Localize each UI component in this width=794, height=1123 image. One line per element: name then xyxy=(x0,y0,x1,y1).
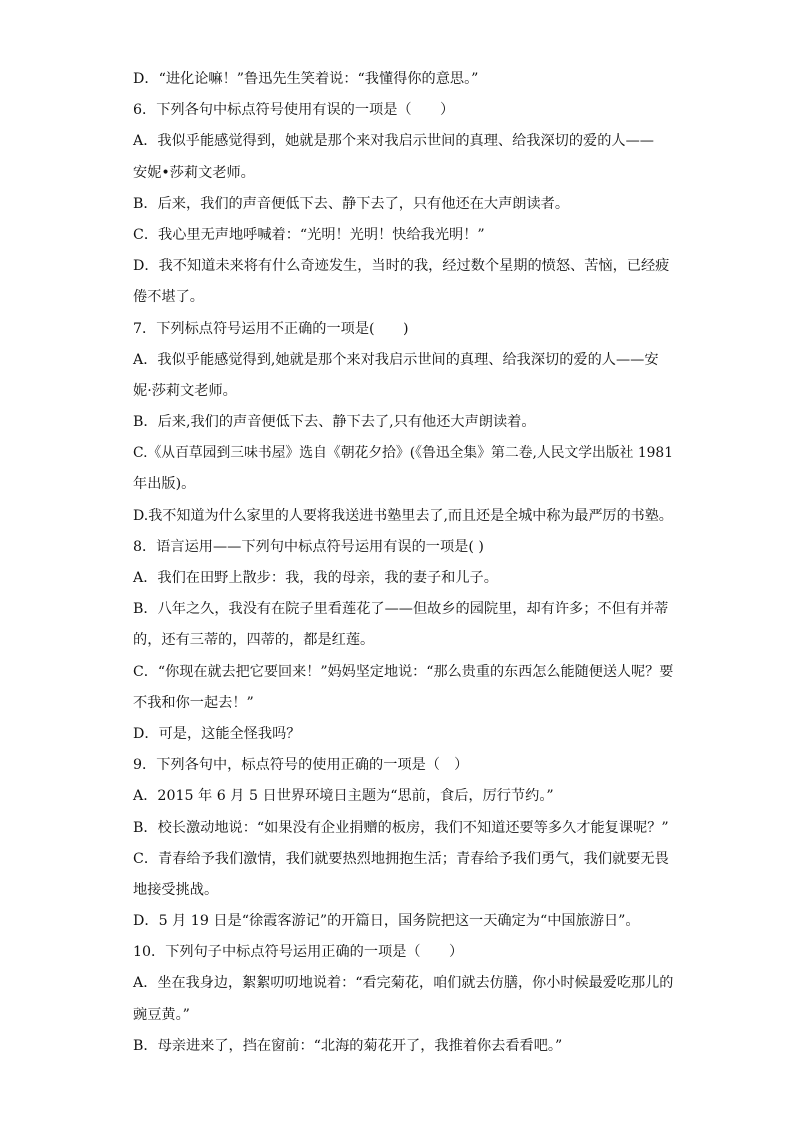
option-line: C.《从百草园到三味书屋》选自《朝花夕拾》(《鲁迅全集》第二卷,人民文学出版社 1981 xyxy=(133,445,673,462)
option-line: A．2015 年 6 月 5 日世界环境日主题为“思前，食后，厉行节约。” xyxy=(133,788,554,805)
option-line-continued: 的，还有三蒂的，四蒂的，都是红莲。 xyxy=(133,632,375,649)
option-line-continued: 不我和你一起去！” xyxy=(133,694,254,711)
question-stem: 10．下列句子中标点符号运用正确的一项是（ ） xyxy=(133,944,464,961)
option-line: D．“进化论嘛！”鲁迅先生笑着说：“我懂得你的意思。” xyxy=(133,71,479,87)
option-line: A．我似乎能感觉得到,她就是那个来对我启示世间的真理、给我深切的爱的人——安 xyxy=(133,351,659,368)
option-line-continued: 年出版)。 xyxy=(133,476,196,493)
option-line-continued: 倦不堪了。 xyxy=(133,289,204,306)
option-line: D．5 月 19 日是“徐霞客游记”的开篇日，国务院把这一天确定为“中国旅游日”。 xyxy=(133,913,640,930)
question-stem: 8．语言运用——下列句中标点符号运用有误的一项是( ) xyxy=(133,538,484,555)
option-line: B．八年之久，我没有在院子里看莲花了——但故乡的园院里，却有许多；不但有并蒂 xyxy=(133,601,669,618)
option-line: D.我不知道为什么家里的人要将我送进书塾里去了,而且还是全城中称为最严厉的书塾。 xyxy=(133,507,673,524)
option-line: A．坐在我身边，絮絮叨叨地说着：“看完菊花，咱们就去仿膳，你小时候最爱吃那儿的 xyxy=(133,975,674,992)
question-text-block xyxy=(133,64,673,1062)
option-line: C．青春给予我们激情，我们就要热烈地拥抱生活；青春给予我们勇气，我们就要无畏 xyxy=(133,850,669,867)
option-line: B．校长激动地说：“如果没有企业捐赠的板房，我们不知道还要等多久才能复课呢？” xyxy=(133,819,669,836)
option-line: D．我不知道未来将有什么奇迹发生，当时的我，经过数个星期的愤怒、苦恼，已经疲 xyxy=(133,258,670,275)
option-line: C．我心里无声地呼喊着：“光明！光明！快给我光明！” xyxy=(133,226,485,243)
option-line: B．后来,我们的声音便低下去、静下去了,只有他还大声朗读着。 xyxy=(133,414,536,431)
option-line-continued: 地接受挑战。 xyxy=(133,881,219,898)
option-line-continued: 妮·莎莉文老师。 xyxy=(133,382,237,399)
question-stem: 6．下列各句中标点符号使用有误的一项是（ ） xyxy=(133,102,455,119)
option-line: A．我们在田野上散步：我，我的母亲，我的妻子和儿子。 xyxy=(133,570,498,586)
option-line: B．后来，我们的声音便低下去、静下去了，只有他还在大声朗读者。 xyxy=(133,195,570,212)
option-line-continued: 安妮•莎莉文老师。 xyxy=(133,164,255,181)
option-line: B．母亲进来了，挡在窗前：“北海的菊花开了，我推着你去看看吧。” xyxy=(133,1037,563,1054)
option-line: C．“你现在就去把它要回来！”妈妈坚定地说：“那么贵重的东西怎么能随便送人呢？要 xyxy=(133,663,674,680)
question-stem: 9．下列各句中，标点符号的使用正确的一项是（ ） xyxy=(133,757,469,774)
option-line: A．我似乎能感觉得到，她就是那个来对我启示世间的真理、给我深切的爱的人—— xyxy=(133,133,654,150)
question-stem: 7．下列标点符号运用不正确的一项是( ) xyxy=(133,320,409,337)
option-line-continued: 豌豆黄。” xyxy=(133,1006,190,1023)
option-line: D．可是，这能全怪我吗？ xyxy=(133,725,301,742)
